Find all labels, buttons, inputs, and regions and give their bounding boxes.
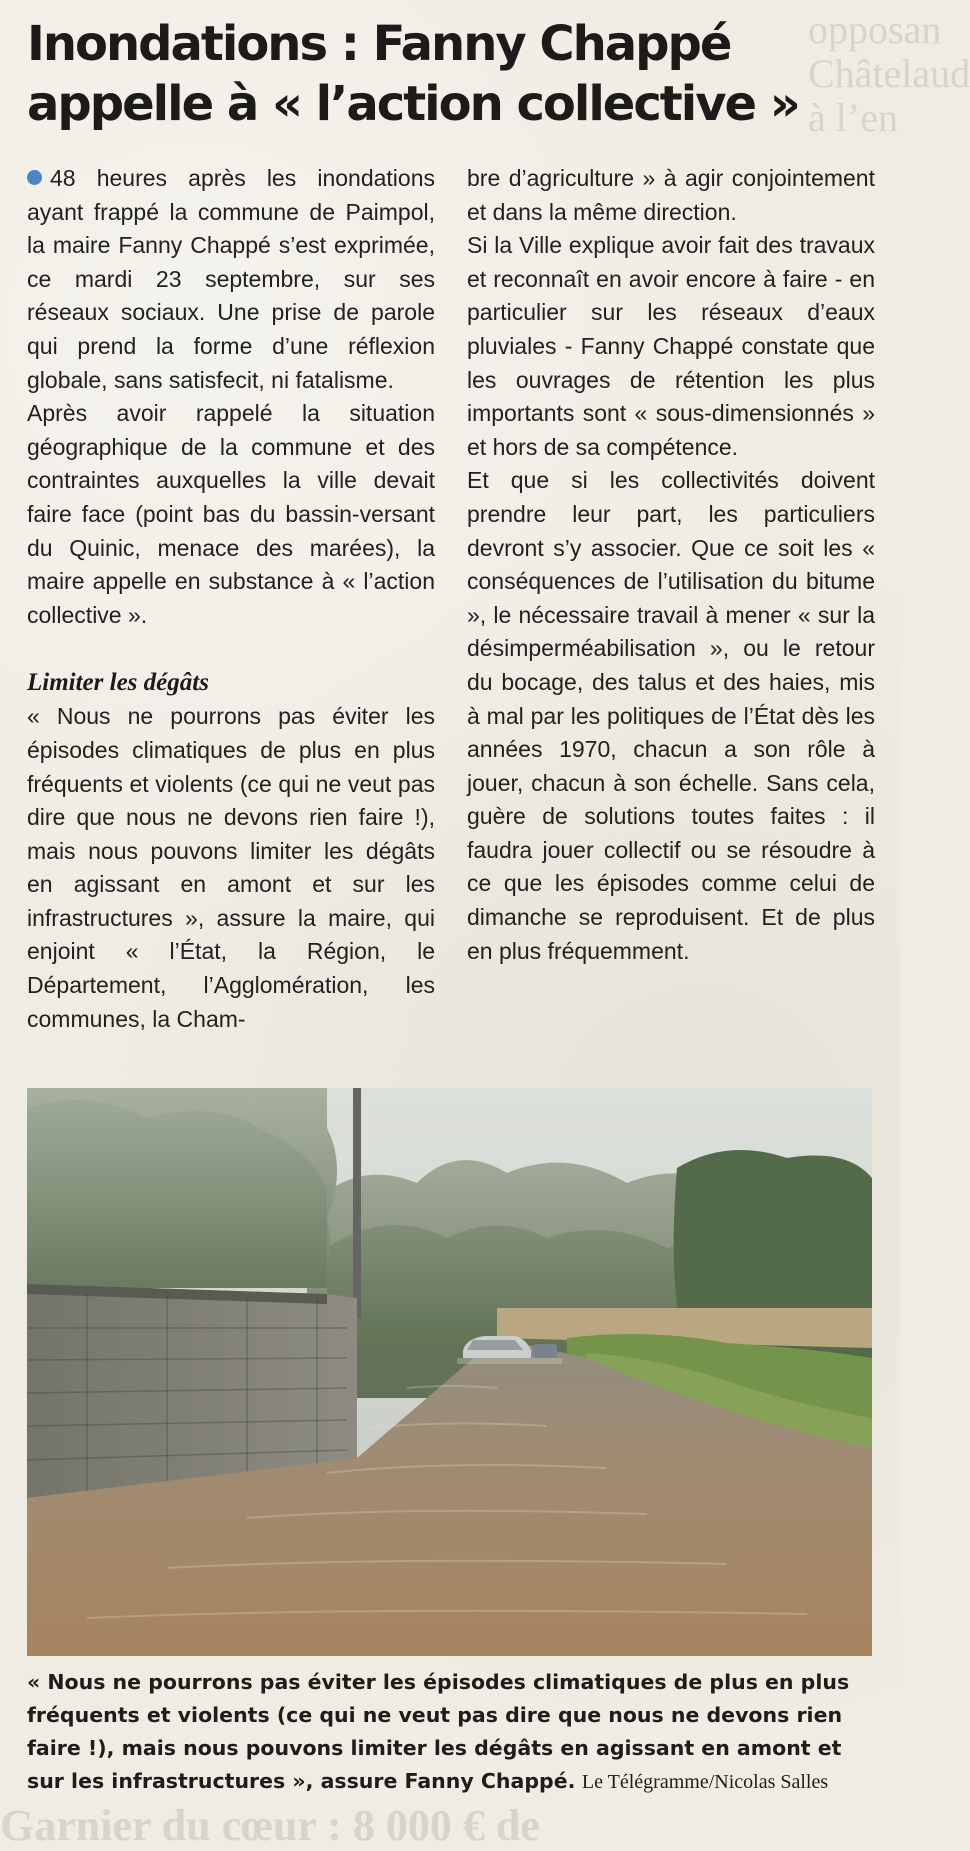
lead-paragraph-text: 48 heures après les inondations ayant frappé la commune de Paimpol, la maire Fanny Chappé s’est exprimée, ce mardi 23 septembre, sur ses réseaux sociaux. Une prise de parole qui prend la forme d’une réflexion globale, sans satisfecit, ni fatalisme.: [27, 165, 435, 393]
bullet-dot-icon: [27, 170, 42, 185]
article-column-left: [27, 162, 435, 1036]
bleed-through-text-top: opposan Châtelaud à l’en: [808, 7, 970, 140]
article-paragraph: « Nous ne pourrons pas éviter les épisodes climatiques de plus en plus fréquents et violents (ce qui ne veut pas dire que nous ne devons rien faire !), mais nous pouvons limiter les dégâts en agissant en amont et sur les infrastructures », assure la maire, qui enjoint « l’État, la Région, le Département, l’Agglomération, les communes, la Cham-: [27, 703, 435, 1032]
bleed-through-text-bottom: Garnier du cœur : 8 000 € de: [0, 1801, 540, 1850]
article-body: [27, 162, 875, 1036]
article-column-right: [467, 162, 875, 1036]
article-subheading: Limiter les dégâts: [27, 669, 209, 697]
article-paragraph: Et que si les collectivités doivent prendre leur part, les particuliers devront s’y associer. Que ce soit les « conséquences de l’utilisation du bitume », le nécessaire travail à mener « sur la désimperméabilisation », ou le retour du bocage, des talus et des haies, mis à mal par les politiques de l’État dès les années 1970, chacun a son rôle à jouer, chacun à son échelle. Sans cela, guère de solutions toutes faites : il faudra jouer collectif ou se résoudre à ce que les épisodes comme celui de dimanche se reproduisent. Et de plus en plus fréquemment.: [467, 467, 875, 964]
article-paragraph: bre d’agriculture » à agir conjointement et dans la même direction.: [467, 165, 875, 225]
photo-credit: Le Télégramme/Nicolas Salles: [581, 1771, 829, 1793]
flooded-street-photo: [27, 1088, 872, 1656]
article-headline: Inondations : Fanny Chappé appelle à « l’action collective »: [27, 16, 799, 132]
article-paragraph: Si la Ville explique avoir fait des travaux et reconnaît en avoir encore à faire - en particulier sur les réseaux d’eaux pluviales - Fanny Chappé constate que les ouvrages de rétention les plus importants sont « sous-dimensionnés » et hors de sa compétence.: [467, 232, 875, 460]
photo-caption: [27, 1666, 875, 1799]
article-paragraph: [27, 162, 435, 397]
article-paragraph: Après avoir rappelé la situation géographique de la commune et des contraintes auxquelles la ville devait faire face (point bas du bassin-versant du Quinic, menace des marées), la maire appelle en substance à « l’action collective ».: [27, 400, 435, 628]
caption-text: « Nous ne pourrons pas éviter les épisodes climatiques de plus en plus fréquents et violents (ce qui ne veut pas dire que nous ne devons rien faire !), mais nous pouvons limiter les dégâts en agissant en amont et sur les infrastructures », assure Fanny Chappé.: [27, 1670, 850, 1793]
